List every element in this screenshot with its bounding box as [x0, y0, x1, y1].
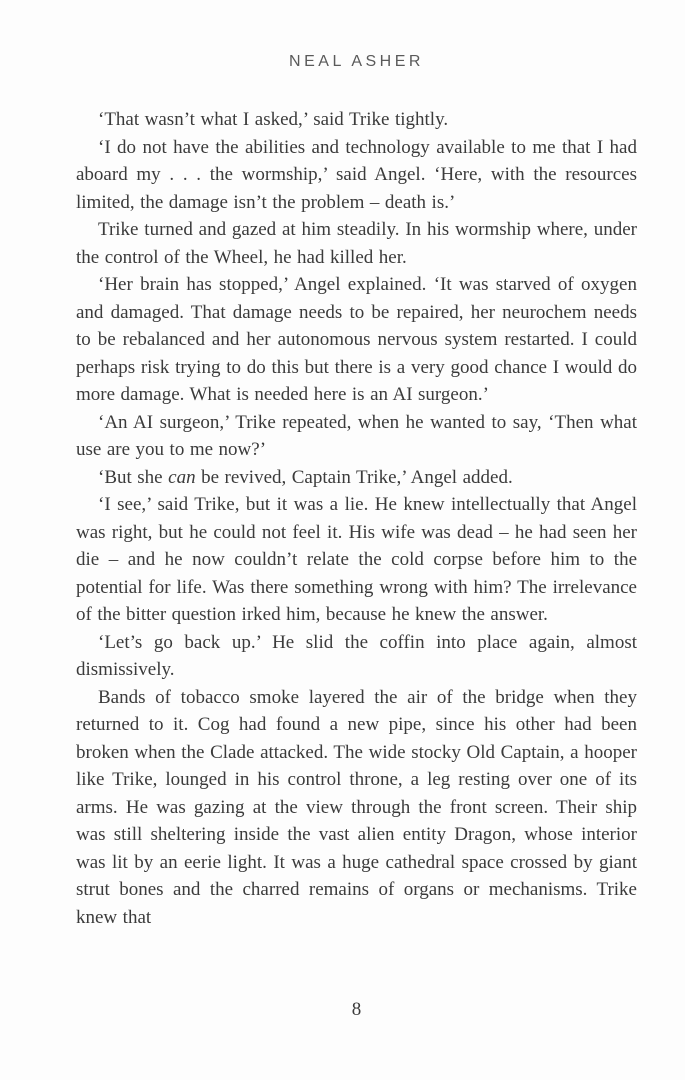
body-text — [76, 106, 637, 931]
paragraph — [76, 464, 637, 492]
page-number: 8 — [351, 999, 362, 1020]
text-segment: ‘Let’s go back up.’ He slid the coffin into place again, almost dismissively. — [76, 631, 637, 680]
text-segment: Bands of tobacco smoke layered the air of the bridge when they returned to it. Cog had found a new pipe, since his other had been broken when the Clade attacked. The wide stocky Old Captain, a hooper like Trike, lounged in his control throne, a leg resting over one of its arms. He was gazing at the view through the front screen. Their ship was still sheltering inside the vast alien entity Dragon, whose interior was lit by an eerie light. It was a huge cathedral space crossed by giant strut bones and the charred remains of organs or mechanisms. Trike knew that — [76, 686, 637, 928]
text-segment: ‘I do not have the abilities and technology available to me that I had aboard my . . . the wormship,’ said Angel. ‘Here, with the resources limited, the damage isn’t the problem – death is.’ — [76, 136, 637, 213]
text-segment: ‘I see,’ said Trike, but it was a lie. He knew intellectually that Angel was right, but he could not feel it. His wife was dead – he had seen her die – and he now couldn’t relate the cold corpse before him to the potential for life. Was there something wrong with him? The irrelevance of the bitter question irked him, because he knew the answer. — [76, 494, 637, 625]
running-header: NEAL ASHER — [289, 53, 424, 70]
paragraph — [76, 629, 637, 684]
text-segment: Trike turned and gazed at him steadily. In his wormship where, under the control of the Wheel, he had killed her. — [76, 219, 637, 268]
text-segment: ‘Her brain has stopped,’ Angel explained. ‘It was starved of oxygen and damaged. That damage needs to be repaired, her neurochem needs to be rebalanced and her autonomous nervous system restarted. I could perhaps risk trying to do this but there is a very good chance I would do more damage. What is needed here is an AI surgeon.’ — [76, 274, 637, 405]
paragraph — [76, 134, 637, 217]
text-segment: ‘An AI surgeon,’ Trike repeated, when he wanted to say, ‘Then what use are you to me now?’ — [76, 411, 637, 460]
text-segment: be revived, Captain Trike,’ Angel added. — [195, 466, 513, 488]
text-segment: ‘But she — [98, 466, 169, 488]
italic-text: can — [168, 466, 196, 488]
paragraph — [76, 409, 637, 464]
paragraph — [76, 491, 637, 629]
paragraph — [76, 106, 637, 134]
text-segment: ‘That wasn’t what I asked,’ said Trike tightly. — [98, 109, 449, 130]
paragraph — [76, 216, 637, 271]
paragraph — [76, 271, 637, 409]
paragraph — [76, 684, 637, 932]
